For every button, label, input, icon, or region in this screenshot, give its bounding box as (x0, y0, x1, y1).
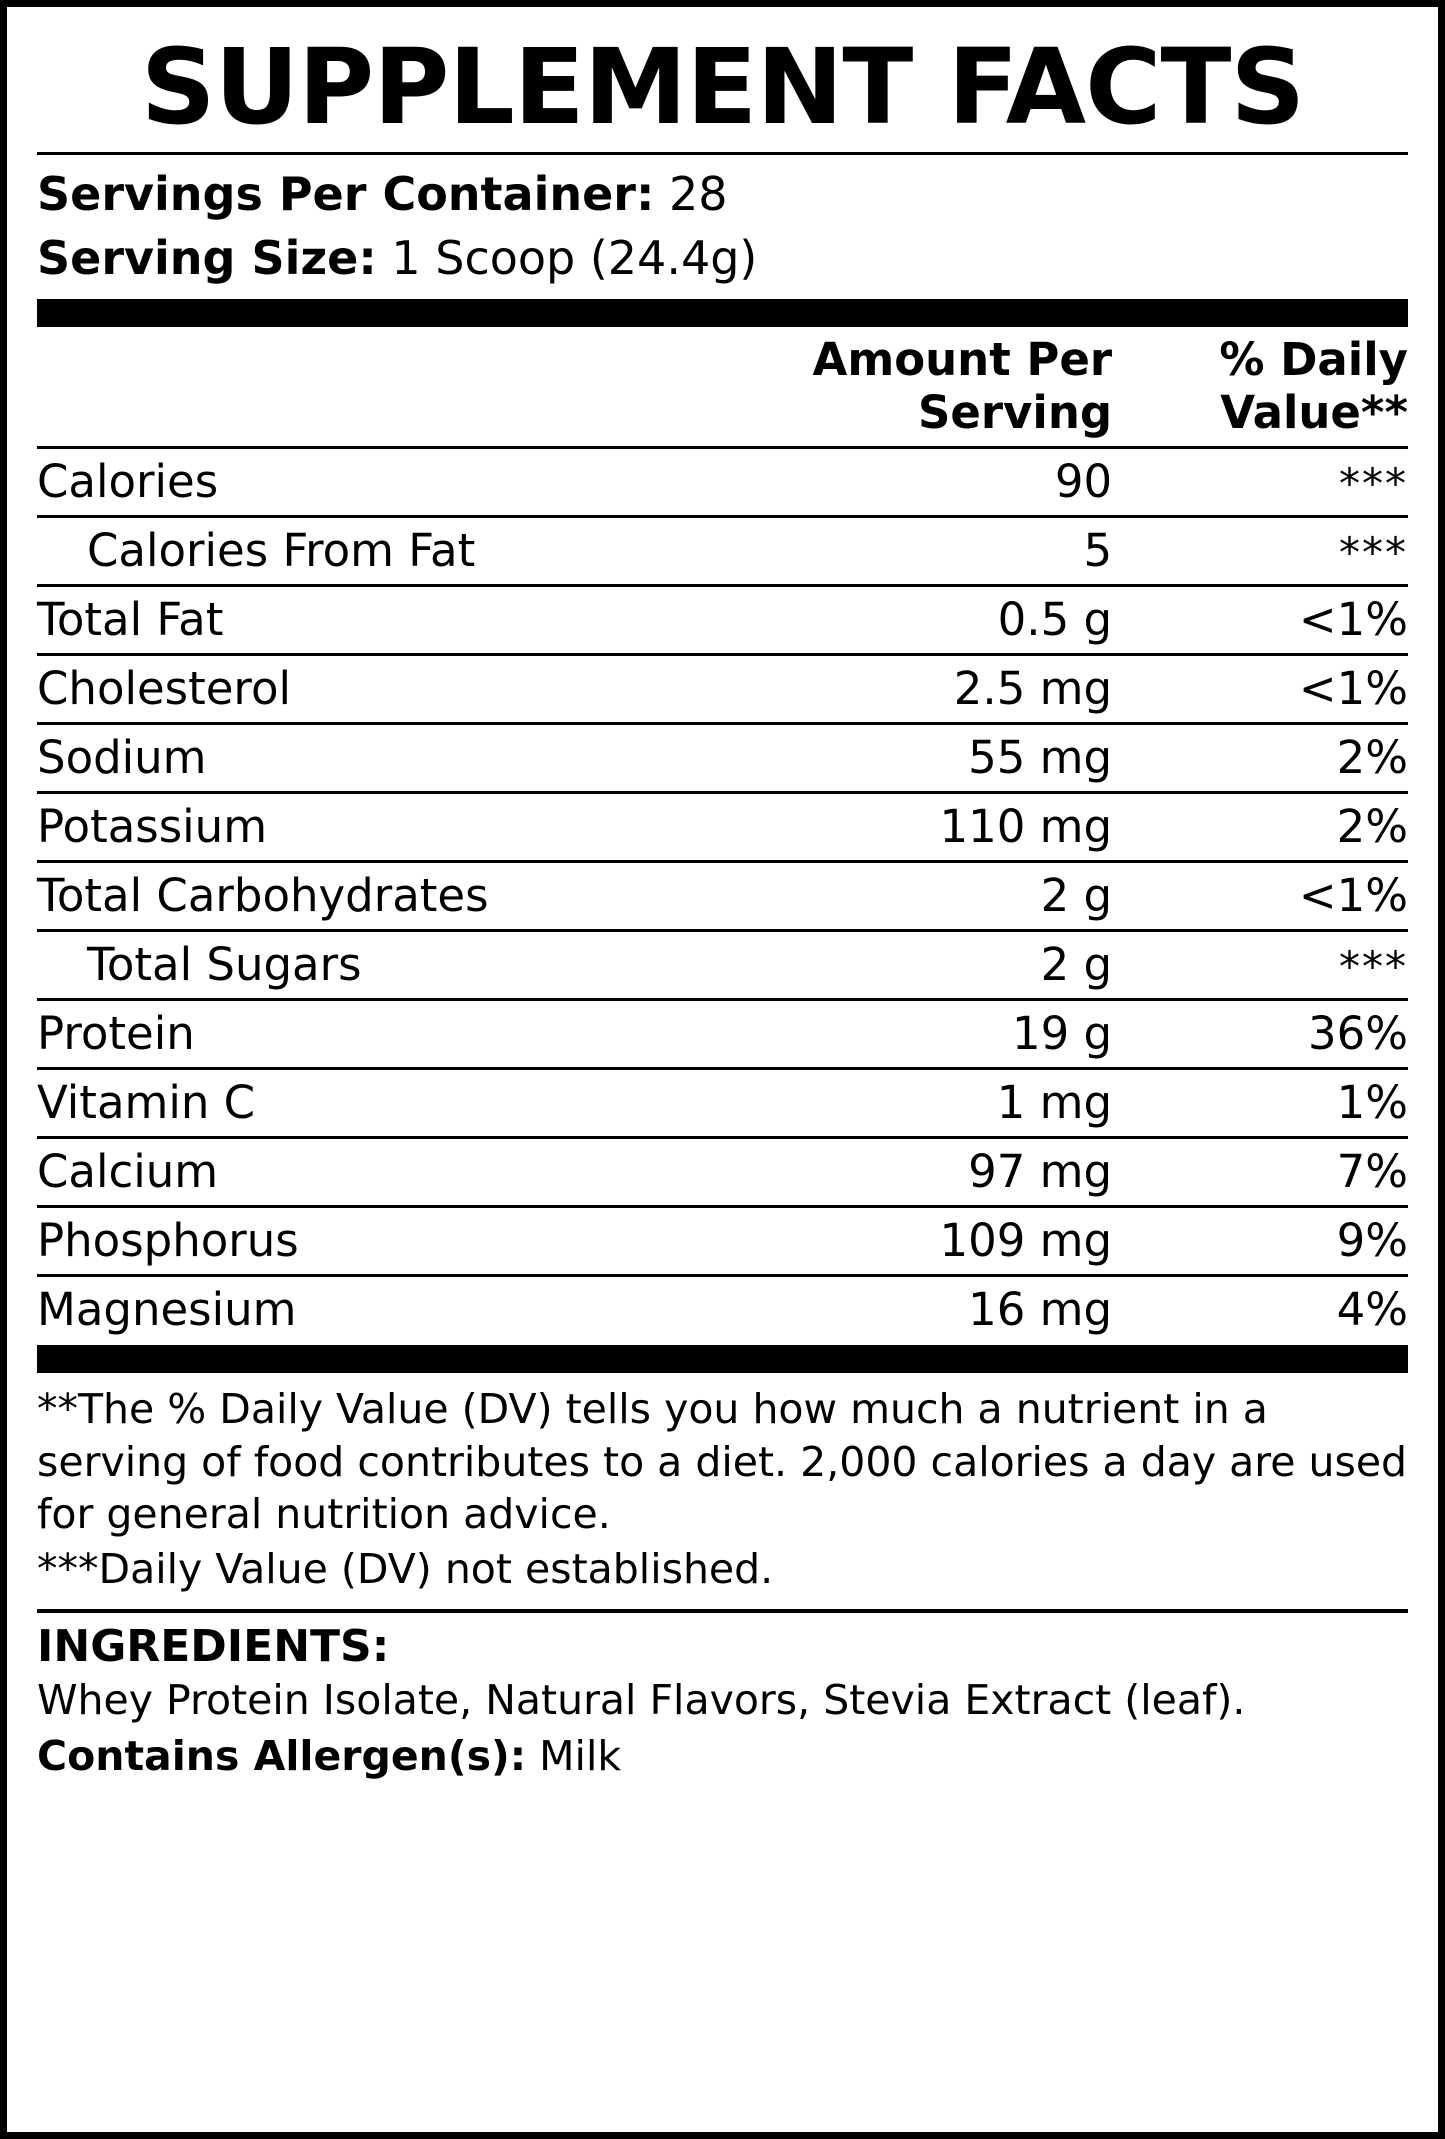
table-row (37, 725, 1408, 791)
row-name: Calories (37, 455, 219, 509)
row-daily-value: *** (1339, 459, 1408, 509)
row-daily-value: *** (1339, 528, 1408, 578)
table-row (37, 932, 1408, 998)
table-row (37, 1208, 1408, 1274)
row-name: Cholesterol (37, 662, 291, 716)
allergen-value: Milk (539, 1731, 622, 1780)
row-amount: 97 mg (968, 1145, 1113, 1199)
row-amount: 2 g (1040, 869, 1113, 923)
header-spacer (37, 327, 681, 446)
row-name: Total Fat (37, 593, 224, 647)
row-daily-value: 7% (1336, 1145, 1408, 1199)
table-row (37, 1001, 1408, 1067)
divider-under-title (37, 152, 1408, 155)
row-name: Phosphorus (37, 1214, 299, 1268)
row-amount: 110 mg (939, 800, 1113, 854)
allergen-statement (37, 1730, 1408, 1783)
row-amount: 0.5 g (997, 593, 1113, 647)
row-daily-value: 36% (1307, 1007, 1408, 1061)
row-amount: 5 (1083, 524, 1113, 578)
serving-size (37, 227, 1408, 289)
row-name: Magnesium (37, 1283, 297, 1337)
table-row (37, 449, 1408, 515)
daily-value-note: **The % Daily Value (DV) tells you how much a nutrient in a serving of food contributes to a diet. 2,000 calories a day are used for general nutrition advice. (37, 1385, 1408, 1539)
row-name: Total Sugars (87, 938, 362, 992)
row-daily-value: <1% (1298, 662, 1408, 716)
row-daily-value: 1% (1336, 1076, 1408, 1130)
page-title: SUPPLEMENT FACTS (140, 26, 1305, 148)
row-amount: 2 g (1040, 938, 1113, 992)
table-row (37, 656, 1408, 722)
row-daily-value: <1% (1298, 593, 1408, 647)
table-row (37, 794, 1408, 860)
table-row (37, 587, 1408, 653)
nutrition-table (37, 327, 1408, 1343)
row-daily-value: 4% (1336, 1283, 1408, 1337)
table-header-row (37, 327, 1408, 446)
row-amount: 19 g (1011, 1007, 1113, 1061)
row-amount: 90 (1054, 455, 1113, 509)
serving-size-value: 1 Scoop (24.4g) (391, 231, 758, 286)
not-established-note: ***Daily Value (DV) not established. (37, 1544, 774, 1593)
row-daily-value: 2% (1336, 731, 1408, 785)
footnotes (37, 1383, 1408, 1595)
servings-per-container-label: Servings Per Container: (37, 167, 655, 222)
allergen-label: Contains Allergen(s): (37, 1731, 527, 1780)
table-row (37, 1139, 1408, 1205)
row-amount: 109 mg (939, 1214, 1113, 1268)
table-row (37, 1277, 1408, 1343)
row-name: Sodium (37, 731, 207, 785)
row-name: Potassium (37, 800, 268, 854)
row-daily-value: 2% (1336, 800, 1408, 854)
servings-per-container-value: 28 (669, 167, 728, 222)
divider-thick-top (37, 299, 1408, 327)
header-amount-per-serving: Amount Per Serving (812, 333, 1113, 440)
row-name: Total Carbohydrates (37, 869, 489, 923)
row-name: Calories From Fat (87, 524, 476, 578)
row-amount: 1 mg (996, 1076, 1113, 1130)
table-row (37, 1070, 1408, 1136)
divider-thick-bottom (37, 1345, 1408, 1373)
divider-above-ingredients (37, 1609, 1408, 1613)
row-daily-value: <1% (1298, 869, 1408, 923)
row-name: Calcium (37, 1145, 219, 1199)
ingredients-body: Whey Protein Isolate, Natural Flavors, Stevia Extract (leaf). (37, 1676, 1246, 1725)
row-daily-value: *** (1339, 942, 1408, 992)
header-daily-value: % Daily Value** (1219, 333, 1408, 440)
table-row (37, 518, 1408, 584)
ingredients-title: INGREDIENTS: (37, 1621, 390, 1673)
nutrition-table-body (37, 327, 1408, 1343)
row-name: Protein (37, 1007, 195, 1061)
serving-size-label: Serving Size: (37, 231, 377, 286)
row-daily-value: 9% (1336, 1214, 1408, 1268)
row-amount: 55 mg (968, 731, 1113, 785)
row-amount: 2.5 mg (953, 662, 1113, 716)
row-amount: 16 mg (968, 1283, 1113, 1337)
row-name: Vitamin C (37, 1076, 256, 1130)
table-row (37, 863, 1408, 929)
servings-per-container (37, 163, 1408, 225)
